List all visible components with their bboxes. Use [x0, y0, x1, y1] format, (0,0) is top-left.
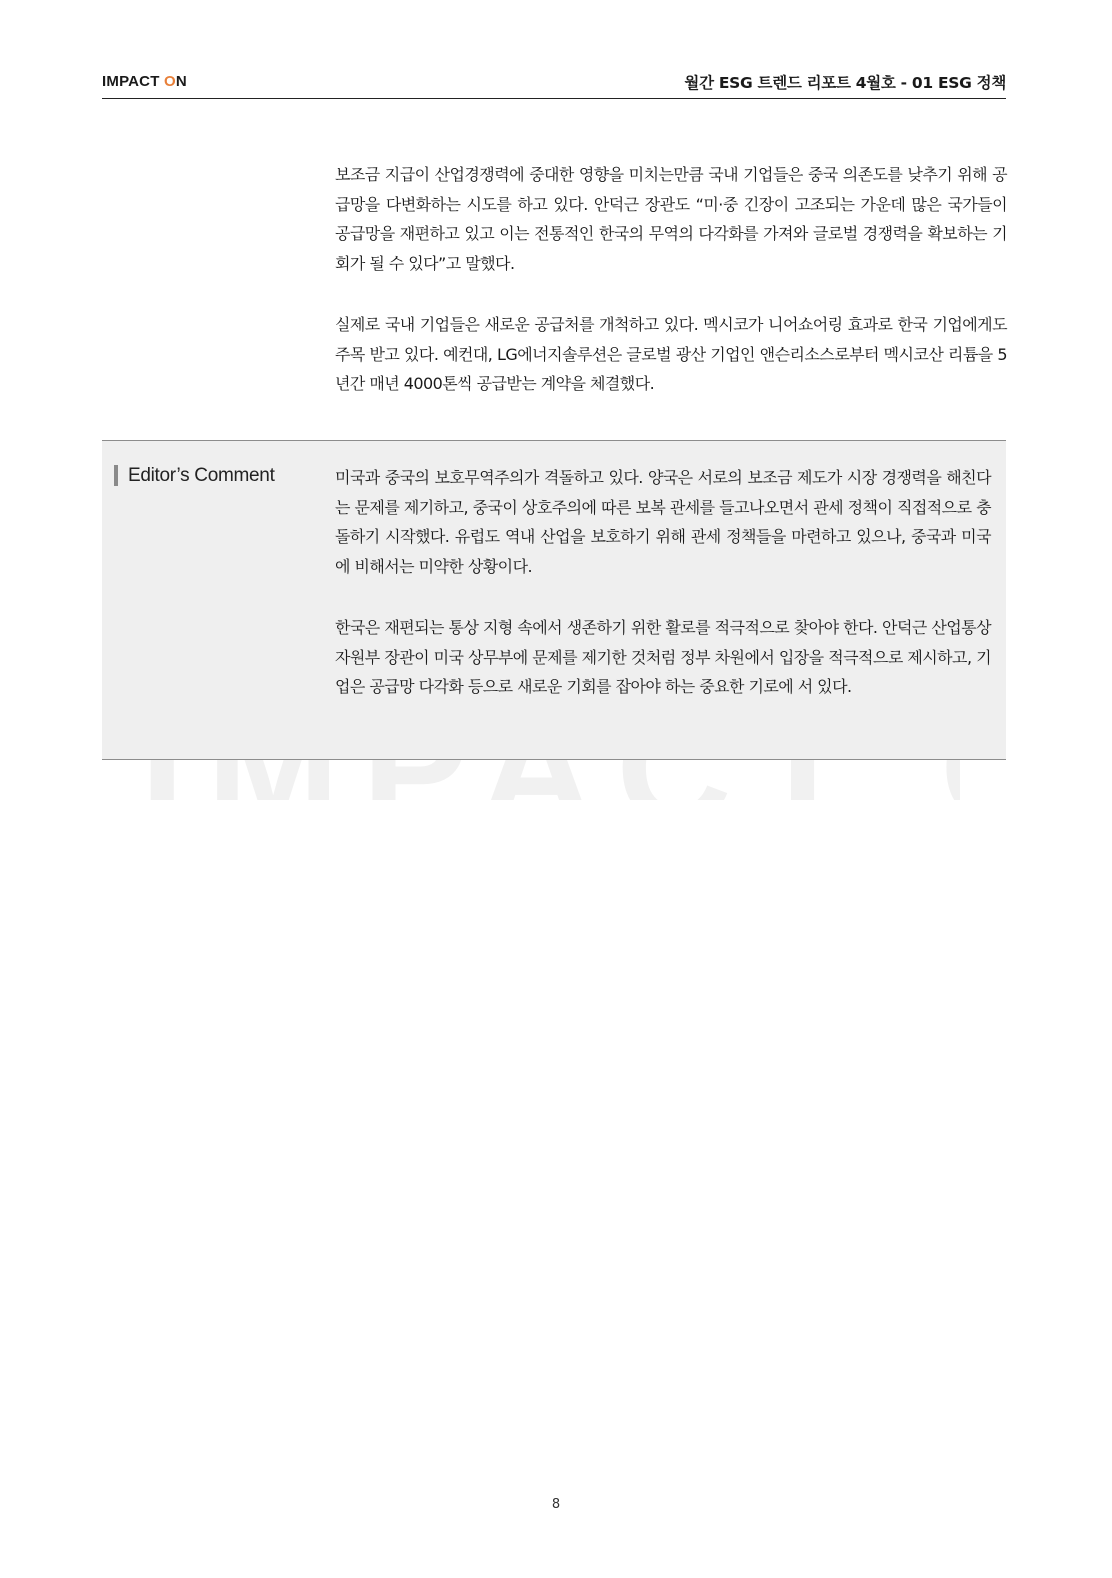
- logo-part-b: O: [163, 73, 176, 90]
- logo-part-a: IMPACT: [102, 73, 164, 90]
- editor-comment-paragraph-1: 미국과 중국의 보호무역주의가 격돌하고 있다. 양국은 서로의 보조금 제도가 시장 경쟁력을 해친다는 문제를 제기하고, 중국이 상호주의에 따른 보복 관세를 들고나오면서 관세 정책이 직접적으로 충돌하기 시작했다. 유럽도 역내 산업을 보호하기 위해 관세 정책들을 마련하고 있으나, 중국과 미국에 비해서는 미약한 상황이다.: [335, 468, 991, 576]
- editor-comment-label: Editor’s Comment: [114, 465, 275, 486]
- impacton-logo: [102, 73, 187, 90]
- report-section-title: 월간 ESG 트렌드 리포트 4월호 - 01 ESG 정책: [684, 74, 1006, 92]
- editor-comment-paragraph-2: 한국은 재편되는 통상 지형 속에서 생존하기 위한 활로를 적극적으로 찾아야 한다. 안덕근 산업통상자원부 장관이 미국 상무부에 문제를 제기한 것처럼 정부 차원에서 입장을 적극적으로 제시하고, 기업은 공급망 다각화 등으로 새로운 기회를 잡아야 하는 중요한 기로에 서 있다.: [335, 618, 991, 696]
- body-paragraph-2: 실제로 국내 기업들은 새로운 공급처를 개척하고 있다. 멕시코가 니어쇼어링 효과로 한국 기업에게도 주목 받고 있다. 예컨대, LG에너지솔루션은 글로벌 광산 기업인 앤슨리소스로부터 멕시코산 리튬을 5년간 매년 4000톤씩 공급받는 계약을 체결했다.: [335, 315, 1007, 393]
- editor-comment-box: [102, 440, 1006, 760]
- logo-part-c: N: [175, 73, 187, 90]
- page-number: 8: [551, 1497, 561, 1512]
- body-paragraph-1: 보조금 지급이 산업경쟁력에 중대한 영향을 미치는만큼 국내 기업들은 중국 의존도를 낮추기 위해 공급망을 다변화하는 시도를 하고 있다. 안덕근 장관도 “미·중 긴장이 고조되는 가운데 많은 국가들이 공급망을 재편하고 있고 이는 전통적인 한국의 무역의 다각화를 가져와 글로벌 경쟁력을 확보하는 기회가 될 수 있다”고 말했다.: [335, 165, 1007, 273]
- page-header: [102, 62, 1006, 99]
